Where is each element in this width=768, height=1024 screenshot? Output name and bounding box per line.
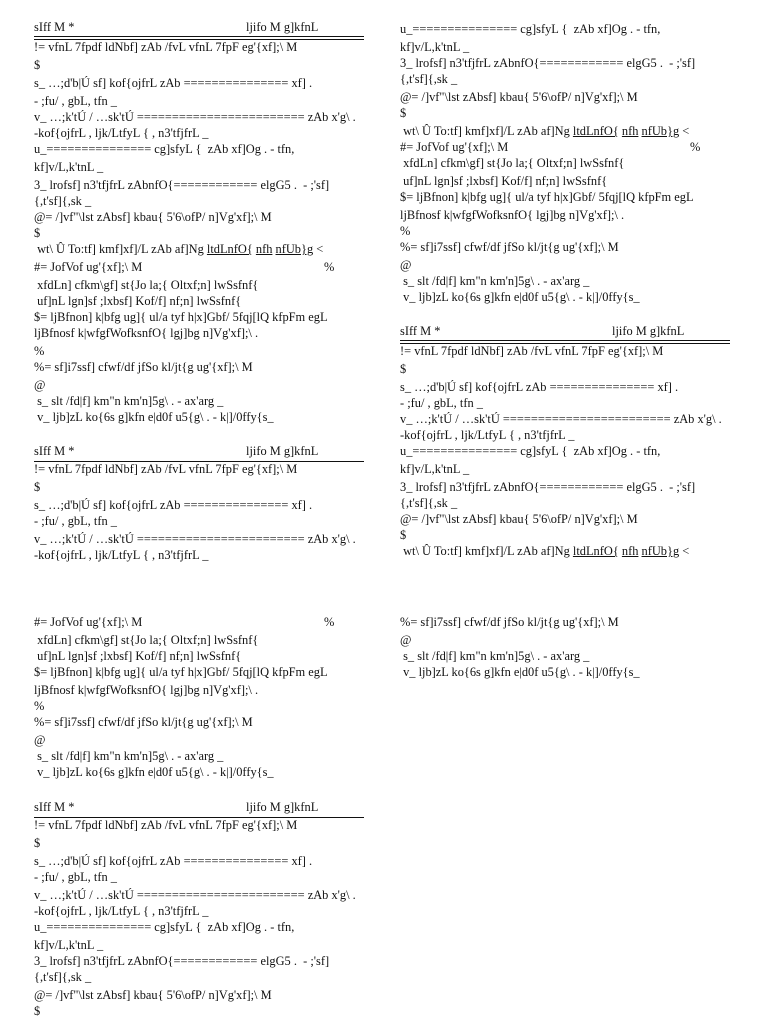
underlined-sentence <box>34 242 374 257</box>
question-line: $= ljBfnon] k|bfg ug]{ ul/a tyf h|x]Gbf/ 5fqj[lQ kfpFm egL <box>400 190 694 204</box>
header-rule <box>34 36 364 37</box>
underlined-word: nfh <box>621 124 639 138</box>
underlined-word: nfUb}g <box>275 242 314 256</box>
underlined-sentence <box>400 544 740 559</box>
question-line: {,t'sf]{,sk _ <box>400 496 458 510</box>
marks-percent: % <box>324 260 335 274</box>
class-label: sIff M * <box>34 444 75 458</box>
underlined-word: nfh <box>255 242 273 256</box>
question-line: v_ …;k'tÚ / …sk'tÚ ======================== zAb x'g\ . <box>34 888 356 902</box>
question-line: v_ ljb]zL ko{6s g]kfn e|d0f u5{g\ . - k|]/0ffy{s_ <box>34 765 274 779</box>
question-line: - ;fu/ , gbL, tfn _ <box>400 396 483 410</box>
underlined-word: ltdLnfO{ <box>572 124 619 138</box>
marks-line: $ <box>34 226 41 240</box>
question-line: kf]v/L,k'tnL _ <box>400 40 470 54</box>
question-line: - ;fu/ , gbL, tfn _ <box>34 870 117 884</box>
poem-line: uf]nL lgn]sf ;lxbsf] Kof/f] nf;n] lwSsfnf{ <box>34 649 242 663</box>
question-line: != vfnL 7fpdf ldNbf] zAb /fvL vfnL 7fpF eg'{xf];\ M <box>400 344 664 358</box>
subject-label: ljifo M g]kfnL <box>246 20 319 34</box>
subject-label: ljifo M g]kfnL <box>246 800 319 814</box>
question-line: {,t'sf]{,sk _ <box>34 970 92 984</box>
question-line: 3_ lrofsf] n3'tfjfrL zAbnfO{============ elgG5 . - ;'sf] <box>34 954 330 968</box>
marks-line: $ <box>34 836 41 850</box>
question-line: kf]v/L,k'tnL _ <box>34 160 104 174</box>
underlined-word: ltdLnfO{ <box>572 544 619 558</box>
question-line: v_ …;k'tÚ / …sk'tÚ ======================== zAb x'g\ . <box>400 412 722 426</box>
question-line: -kof{ojfrL , ljk/LtfyL { , n3'tfjfrL _ <box>34 126 209 140</box>
marks-line: % <box>34 344 45 358</box>
question-line: -kof{ojfrL , ljk/LtfyL { , n3'tfjfrL _ <box>34 904 209 918</box>
question-line: @= /]vf"\lst zAbsf] kbau{ 5'6\ofP/ n]Vg'xf];\ M <box>400 90 638 104</box>
question-line: s_ …;d'b|Ú sf] kof{ojfrL zAb =============== xf] . <box>34 76 313 90</box>
question-line: u_=============== cg]sfyL { zAb xf]Og . - tfn, <box>400 22 661 36</box>
marks-line: $ <box>400 106 407 120</box>
marks-line: @ <box>400 258 412 272</box>
question-line: %= sf]i7ssf] cfwf/df jfSo kl/jt{g ug'{xf];\ M <box>34 715 253 729</box>
sentence-text: wt\ Û To:tf] kmf]xf]/L zAb af]Ng <box>400 124 573 138</box>
marks-percent: % <box>690 140 701 154</box>
question-line: 3_ lrofsf] n3'tfjfrL zAbnfO{============ elgG5 . - ;'sf] <box>400 56 696 70</box>
question-line: != vfnL 7fpdf ldNbf] zAb /fvL vfnL 7fpF eg'{xf];\ M <box>34 40 298 54</box>
poem-line: uf]nL lgn]sf ;lxbsf] Kof/f] nf;n] lwSsfnf{ <box>400 174 608 188</box>
question-line: s_ slt /fd|f] km"n km'n]5g\ . - ax'arg _ <box>34 749 224 763</box>
question-line: s_ …;d'b|Ú sf] kof{ojfrL zAb =============== xf] . <box>400 380 679 394</box>
question-line: ljBfnosf k|wfgfWofksnfO{ lgj]bg n]Vg'xf];\ . <box>34 683 259 697</box>
marks-line: @ <box>34 378 46 392</box>
underlined-word: nfUb}g <box>641 124 680 138</box>
question-line: ljBfnosf k|wfgfWofksnfO{ lgj]bg n]Vg'xf];\ . <box>400 208 625 222</box>
question-line: kf]v/L,k'tnL _ <box>34 938 104 952</box>
question-line: %= sf]i7ssf] cfwf/df jfSo kl/jt{g ug'{xf];\ M <box>400 615 619 629</box>
sentence-text: wt\ Û To:tf] kmf]xf]/L zAb af]Ng <box>400 544 573 558</box>
question-line: s_ slt /fd|f] km"n km'n]5g\ . - ax'arg _ <box>34 394 224 408</box>
marks-line: $ <box>34 58 41 72</box>
question-line: - ;fu/ , gbL, tfn _ <box>34 514 117 528</box>
class-label: sIff M * <box>34 20 75 34</box>
question-line: u_=============== cg]sfyL { zAb xf]Og . - tfn, <box>34 920 295 934</box>
question-line: s_ slt /fd|f] km"n km'n]5g\ . - ax'arg _ <box>400 274 590 288</box>
marks-line: $ <box>400 528 407 542</box>
question-line: v_ …;k'tÚ / …sk'tÚ ======================== zAb x'g\ . <box>34 532 356 546</box>
question-line: %= sf]i7ssf] cfwf/df jfSo kl/jt{g ug'{xf];\ M <box>34 360 253 374</box>
sentence-text: < <box>313 242 324 256</box>
question-line: kf]v/L,k'tnL _ <box>400 462 470 476</box>
subject-label: ljifo M g]kfnL <box>612 324 685 338</box>
poem-line: uf]nL lgn]sf ;lxbsf] Kof/f] nf;n] lwSsfnf{ <box>34 294 242 308</box>
poem-line: xfdLn] cfkm\gf] st{Jo la;{ Oltxf;n] lwSsfnf{ <box>400 156 625 170</box>
question-line: $= ljBfnon] k|bfg ug]{ ul/a tyf h|x]Gbf/ 5fqj[lQ kfpFm egL <box>34 310 328 324</box>
question-line: #= JofVof ug'{xf];\ M <box>34 615 143 629</box>
question-line: #= JofVof ug'{xf];\ M <box>400 140 509 154</box>
question-line: %= sf]i7ssf] cfwf/df jfSo kl/jt{g ug'{xf];\ M <box>400 240 619 254</box>
sentence-text: < <box>679 544 690 558</box>
marks-line: $ <box>34 1004 41 1018</box>
question-line: v_ …;k'tÚ / …sk'tÚ ======================== zAb x'g\ . <box>34 110 356 124</box>
sentence-text: wt\ Û To:tf] kmf]xf]/L zAb af]Ng <box>34 242 207 256</box>
underlined-word: nfUb}g <box>641 544 680 558</box>
underlined-word: ltdLnfO{ <box>206 242 253 256</box>
marks-line: % <box>400 224 411 238</box>
question-line: u_=============== cg]sfyL { zAb xf]Og . - tfn, <box>34 142 295 156</box>
question-line: != vfnL 7fpdf ldNbf] zAb /fvL vfnL 7fpF eg'{xf];\ M <box>34 462 298 476</box>
header-rule <box>400 340 730 341</box>
marks-percent: % <box>324 615 335 629</box>
question-line: != vfnL 7fpdf ldNbf] zAb /fvL vfnL 7fpF eg'{xf];\ M <box>34 818 298 832</box>
class-label: sIff M * <box>400 324 441 338</box>
question-line: @= /]vf"\lst zAbsf] kbau{ 5'6\ofP/ n]Vg'xf];\ M <box>34 210 272 224</box>
question-line: u_=============== cg]sfyL { zAb xf]Og . - tfn, <box>400 444 661 458</box>
question-line: v_ ljb]zL ko{6s g]kfn e|d0f u5{g\ . - k|]/0ffy{s_ <box>400 290 640 304</box>
question-line: @= /]vf"\lst zAbsf] kbau{ 5'6\ofP/ n]Vg'xf];\ M <box>34 988 272 1002</box>
class-label: sIff M * <box>34 800 75 814</box>
question-line: {,t'sf]{,sk _ <box>400 72 458 86</box>
question-line: v_ ljb]zL ko{6s g]kfn e|d0f u5{g\ . - k|]/0ffy{s_ <box>400 665 640 679</box>
marks-line: $ <box>34 480 41 494</box>
question-line: - ;fu/ , gbL, tfn _ <box>34 94 117 108</box>
question-line: @= /]vf"\lst zAbsf] kbau{ 5'6\ofP/ n]Vg'xf];\ M <box>400 512 638 526</box>
marks-line: @ <box>34 733 46 747</box>
underlined-sentence <box>400 124 740 139</box>
question-line: s_ slt /fd|f] km"n km'n]5g\ . - ax'arg _ <box>400 649 590 663</box>
marks-line: @ <box>400 633 412 647</box>
question-line: #= JofVof ug'{xf];\ M <box>34 260 143 274</box>
question-line: 3_ lrofsf] n3'tfjfrL zAbnfO{============ elgG5 . - ;'sf] <box>400 480 696 494</box>
question-line: {,t'sf]{,sk _ <box>34 194 92 208</box>
question-line: s_ …;d'b|Ú sf] kof{ojfrL zAb =============== xf] . <box>34 498 313 512</box>
poem-line: xfdLn] cfkm\gf] st{Jo la;{ Oltxf;n] lwSsfnf{ <box>34 633 259 647</box>
sentence-text: < <box>679 124 690 138</box>
question-line: -kof{ojfrL , ljk/LtfyL { , n3'tfjfrL _ <box>34 548 209 562</box>
subject-label: ljifo M g]kfnL <box>246 444 319 458</box>
question-line: -kof{ojfrL , ljk/LtfyL { , n3'tfjfrL _ <box>400 428 575 442</box>
marks-line: % <box>34 699 45 713</box>
question-line: 3_ lrofsf] n3'tfjfrL zAbnfO{============ elgG5 . - ;'sf] <box>34 178 330 192</box>
question-line: $= ljBfnon] k|bfg ug]{ ul/a tyf h|x]Gbf/ 5fqj[lQ kfpFm egL <box>34 665 328 679</box>
marks-line: $ <box>400 362 407 376</box>
question-line: v_ ljb]zL ko{6s g]kfn e|d0f u5{g\ . - k|]/0ffy{s_ <box>34 410 274 424</box>
underlined-word: nfh <box>621 544 639 558</box>
question-line: ljBfnosf k|wfgfWofksnfO{ lgj]bg n]Vg'xf];\ . <box>34 326 259 340</box>
question-line: s_ …;d'b|Ú sf] kof{ojfrL zAb =============== xf] . <box>34 854 313 868</box>
poem-line: xfdLn] cfkm\gf] st{Jo la;{ Oltxf;n] lwSsfnf{ <box>34 278 259 292</box>
